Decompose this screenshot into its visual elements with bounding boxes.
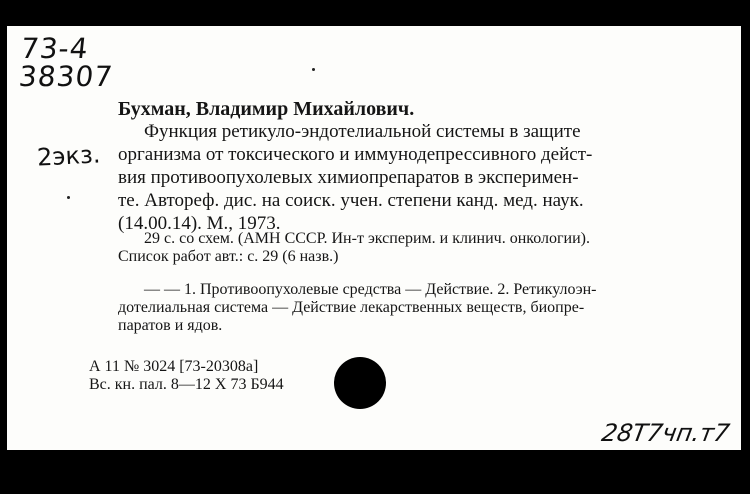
title-line: организма от токсического и иммунодепрессивного дейст- (118, 144, 593, 165)
shelfmark-line1: 73-4 (19, 32, 91, 65)
registry-code: А 11 № 3024 [73-20308а] (89, 358, 259, 375)
catalog-card (7, 26, 741, 450)
title-line: вия противоопухолевых химиопрепаратов в эксперимен- (118, 167, 579, 188)
author-heading: Бухман, Владимир Михайлович. (118, 98, 415, 120)
punch-hole (334, 357, 386, 409)
subject-line: паратов и ядов. (118, 317, 223, 334)
copies-note: 2экз. (36, 140, 102, 172)
collation-line: 29 с. со схем. (АМН СССР. Ин-т эксперим. и клинич. онкологии). (144, 230, 590, 247)
ink-speck (67, 196, 70, 199)
subject-line: дотелиальная система — Действие лекарственных веществ, биопре- (118, 299, 585, 316)
title-line: те. Автореф. дис. на соиск. учен. степени канд. мед. наук. (118, 190, 584, 211)
collation-line: Список работ авт.: с. 29 (6 назв.) (118, 248, 339, 265)
title-line: Функция ретикуло-эндотелиальной системы в защите (144, 121, 581, 142)
registry-code: Вс. кн. пал. 8—12 X 73 Б944 (89, 376, 284, 393)
subject-line: — — 1. Противоопухолевые средства — Действие. 2. Ретикулоэн- (144, 281, 597, 298)
ink-speck (312, 68, 315, 71)
shelfmark-line2: 38307 (17, 60, 115, 93)
inventory-note: 28Т7чп.т7 (599, 419, 732, 447)
title-line: (14.00.14). М., 1973. (118, 213, 281, 234)
